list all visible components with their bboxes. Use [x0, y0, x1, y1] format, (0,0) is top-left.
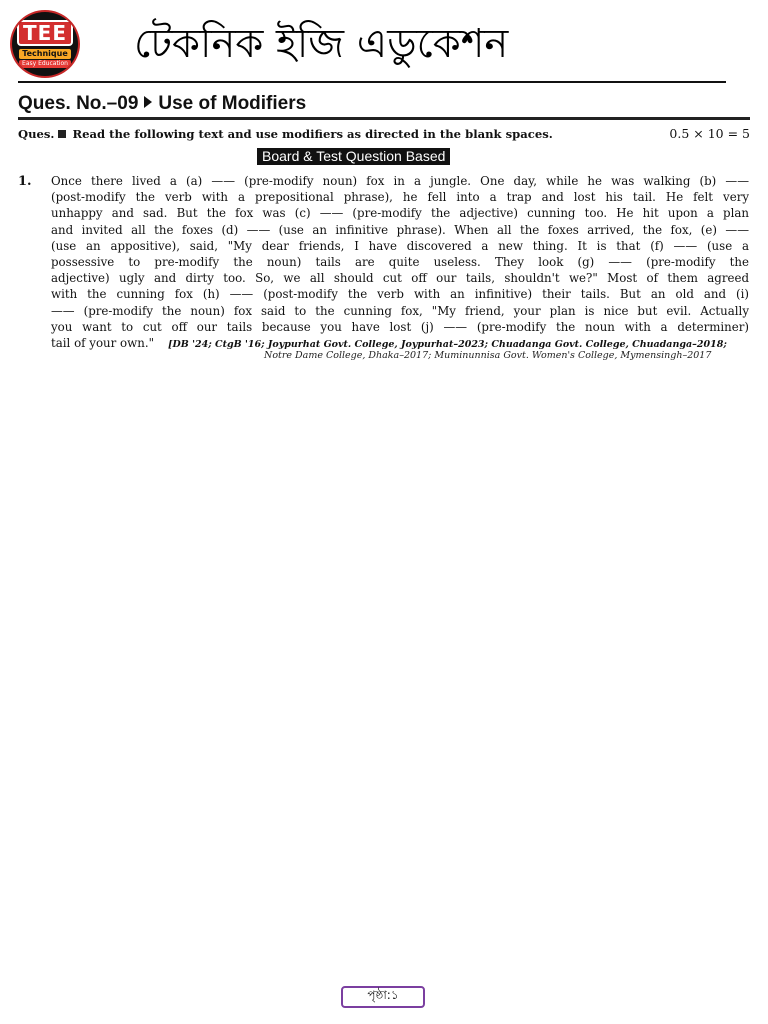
logo-subtagline: Easy Education: [19, 60, 71, 68]
item-number: 1.: [18, 174, 32, 189]
question-number: Ques. No.–09: [18, 93, 139, 114]
square-bullet-icon: [58, 130, 66, 138]
source-reference-continued: Notre Dame College, Dhaka–2017; Muminunnisa Govt. Women's College, Mymensingh–2017: [264, 350, 712, 361]
question-heading: [18, 92, 306, 116]
passage-line: (post-modify the verb with a prepositional phrase), he fell into a trap and lost his tail. He felt very: [51, 190, 749, 205]
instruction-text: Read the following text and use modifiers as directed in the blank spaces.: [72, 127, 553, 141]
passage-line: you want to cut off our tails because you have lost (j) —— (pre-modify the noun with a determiner): [51, 319, 749, 334]
source-reference: [DB '24; CtgB '16; Joypurhat Govt. College, Joypurhat–2023; Chuadanga Govt. College, Chuadanga–2018;: [168, 339, 727, 351]
passage-line: adjective) ugly and dirty too. So, we all should cut off our tails, shouldn't we?" Most of them agreed: [51, 271, 749, 286]
passage-line: —— (pre-modify the noun) fox said to the cunning fox, "My friend, your plan is nice but evil. Actually: [51, 303, 749, 318]
brand-logo: [10, 10, 80, 78]
heading-divider: [18, 117, 750, 120]
play-triangle-icon: [144, 96, 152, 108]
passage-line: unhappy and sad. But the fox was (c) —— (pre-modify the adjective) cunning too. He hit upon a plan: [51, 206, 749, 221]
brand-title: টেকনিক ইজি এডুকেশন: [134, 21, 509, 67]
ques-label: Ques.: [18, 127, 55, 141]
header-divider: [18, 81, 726, 83]
logo-tagline: Technique: [19, 49, 71, 59]
passage-line: possessive to pre-modify the noun) tails are quite useless. They look (g) —— (pre-modify the: [51, 255, 749, 270]
passage-line-end: tail of your own.": [51, 336, 155, 351]
marks-label: 0.5 × 10 = 5: [669, 126, 750, 141]
passage-text: [51, 173, 749, 353]
instruction-row: [18, 126, 750, 142]
passage-line: Once there lived a (a) —— (pre-modify noun) fox in a jungle. One day, while he was walking (b) ——: [51, 174, 749, 188]
page-number-box: পৃষ্ঠা:১: [341, 986, 425, 1008]
question-topic: Use of Modifiers: [158, 93, 307, 114]
section-badge: Board & Test Question Based: [257, 148, 450, 165]
passage-line: (use an appositive), said, "My dear friends, I have discovered a new thing. It is that (f) —— (use a: [51, 238, 749, 253]
passage-line: with the cunning fox (h) —— (post-modify the verb with an infinitive) their tails. But an old and (i): [51, 287, 749, 302]
passage-line: and invited all the foxes (d) —— (use an infinitive phrase). When all the foxes arrived, the fox, (e) ——: [51, 222, 749, 237]
logo-letters: TEE: [17, 20, 73, 46]
